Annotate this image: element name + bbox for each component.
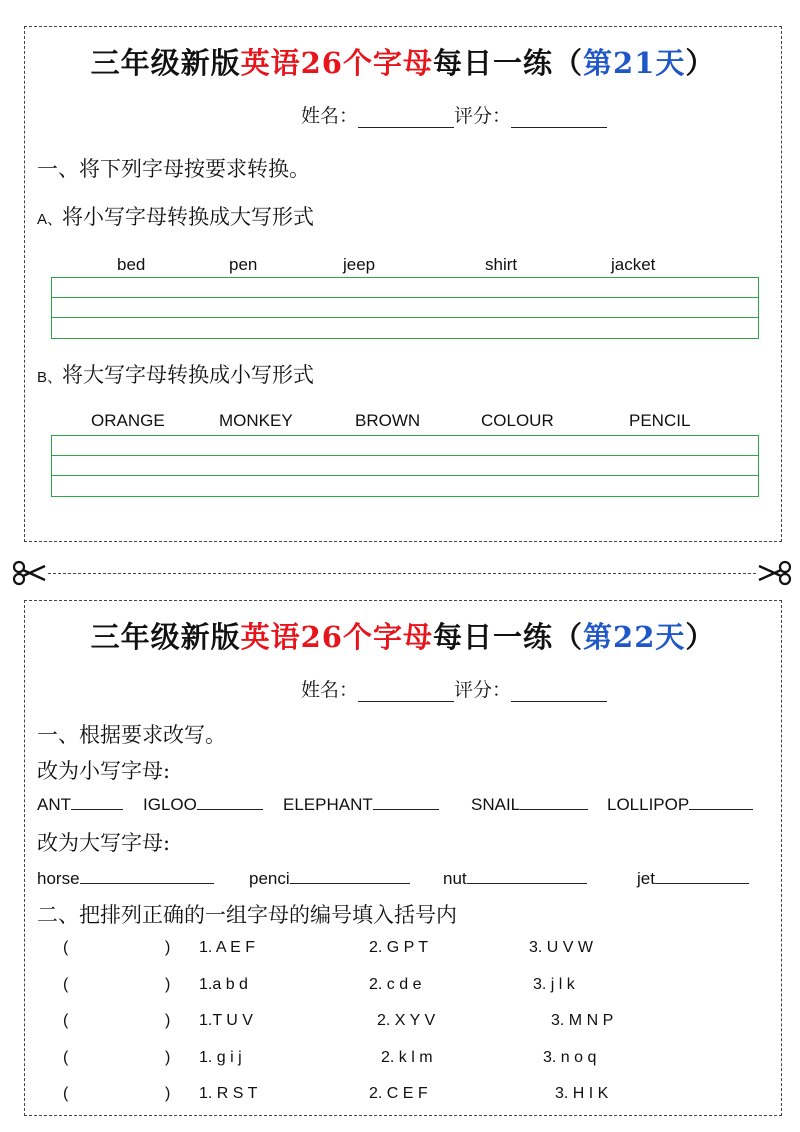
option-3: 3. H I K	[555, 1085, 609, 1102]
scissors-icon	[758, 560, 792, 586]
sheet-title	[25, 615, 781, 656]
part-b-prefix: B、	[37, 369, 63, 386]
title-highlight: 英语26个字母	[240, 46, 433, 80]
score-label: 评分：	[454, 679, 512, 701]
section-heading: 一、根据要求改写。	[37, 723, 226, 747]
part-a-prefix: A、	[37, 211, 63, 228]
option-3: 3. M N P	[551, 1012, 614, 1029]
option-3: 3. j l k	[533, 976, 575, 993]
answer-blank[interactable]	[290, 869, 410, 884]
choice-row	[25, 1012, 783, 1038]
option-3: 3. n o q	[543, 1049, 597, 1066]
answer-bracket-close: )	[165, 939, 171, 956]
word: bed	[117, 255, 146, 274]
title-part: 三年级新版	[90, 46, 241, 80]
choice-row	[25, 1085, 783, 1111]
option-2: 2. k l m	[381, 1049, 433, 1066]
option-3: 3. U V W	[529, 939, 594, 956]
answer-blank[interactable]	[197, 795, 263, 810]
part-a-text: 将小写字母转换成大写形式	[62, 205, 315, 229]
answer-bracket-open[interactable]: (	[63, 1085, 69, 1102]
title-part: 每日一练	[432, 46, 553, 80]
word: COLOUR	[481, 411, 554, 430]
writing-grid-b[interactable]	[51, 435, 759, 497]
word: jeep	[343, 255, 376, 274]
word: jet	[637, 869, 655, 888]
choice-row	[25, 939, 783, 965]
to-lower-label: 改为小写字母:	[37, 759, 171, 783]
answer-blank[interactable]	[689, 795, 753, 810]
word: SNAIL	[471, 795, 521, 814]
word: PENCIL	[629, 411, 691, 430]
section-heading-2: 二、把排列正确的一组字母的编号填入括号内	[37, 903, 457, 927]
score-blank[interactable]	[511, 109, 607, 128]
choice-row	[25, 1049, 783, 1075]
title-paren: ）	[685, 620, 716, 654]
option-2: 2. X Y V	[377, 1012, 436, 1029]
word: LOLLIPOP	[607, 795, 690, 814]
word: pen	[229, 255, 258, 274]
name-score-row	[301, 101, 607, 128]
choice-row	[25, 976, 783, 1002]
word: ORANGE	[91, 411, 165, 430]
answer-blank[interactable]	[467, 869, 587, 884]
part-b-heading	[37, 359, 314, 389]
name-label: 姓名：	[301, 679, 359, 701]
score-label: 评分：	[454, 105, 512, 127]
title-paren: ）	[685, 46, 716, 80]
name-blank[interactable]	[358, 683, 454, 702]
option-1: 1.T U V	[199, 1012, 253, 1029]
answer-bracket-open[interactable]: (	[63, 1049, 69, 1066]
word: MONKEY	[219, 411, 293, 430]
title-paren: （	[553, 620, 584, 654]
word: shirt	[485, 255, 518, 274]
part-a-heading	[37, 201, 314, 231]
word: ELEPHANT	[283, 795, 373, 814]
name-blank[interactable]	[358, 109, 454, 128]
answer-blank[interactable]	[373, 795, 439, 810]
answer-blank[interactable]	[655, 869, 749, 884]
worksheet-day-22	[24, 600, 782, 1116]
answer-bracket-open[interactable]: (	[63, 976, 69, 993]
writing-grid-a[interactable]	[51, 277, 759, 339]
answer-bracket-close: )	[165, 1049, 171, 1066]
answer-bracket-close: )	[165, 1012, 171, 1029]
score-blank[interactable]	[511, 683, 607, 702]
option-2: 2. G P T	[369, 939, 428, 956]
day-label: 第21天	[583, 46, 686, 80]
cut-line	[12, 560, 792, 586]
name-label: 姓名：	[301, 105, 359, 127]
word: BROWN	[355, 411, 421, 430]
word: horse	[37, 869, 80, 888]
answer-bracket-open[interactable]: (	[63, 939, 69, 956]
title-part: 每日一练	[432, 620, 553, 654]
part-b-text: 将大写字母转换成小写形式	[62, 363, 315, 387]
title-paren: （	[553, 46, 584, 80]
title-highlight: 英语26个字母	[240, 620, 433, 654]
answer-bracket-close: )	[165, 1085, 171, 1102]
worksheet-day-21	[24, 26, 782, 542]
answer-blank[interactable]	[520, 795, 588, 810]
word: ANT	[37, 795, 71, 814]
answer-bracket-close: )	[165, 976, 171, 993]
word: IGLOO	[143, 795, 197, 814]
name-score-row	[301, 675, 607, 702]
section-heading: 一、将下列字母按要求转换。	[37, 157, 310, 181]
option-2: 2. C E F	[369, 1085, 428, 1102]
day-label: 第22天	[583, 620, 686, 654]
sheet-title	[25, 41, 781, 82]
answer-blank[interactable]	[71, 795, 123, 810]
option-1: 1. R S T	[199, 1085, 258, 1102]
word: nut	[443, 869, 467, 888]
word: jacket	[611, 255, 656, 274]
scissors-icon	[12, 560, 46, 586]
answer-bracket-open[interactable]: (	[63, 1012, 69, 1029]
option-1: 1. A E F	[199, 939, 256, 956]
to-upper-label: 改为大写字母:	[37, 831, 171, 855]
option-2: 2. c d e	[369, 976, 422, 993]
word: penci	[249, 869, 290, 888]
answer-blank[interactable]	[80, 869, 214, 884]
option-1: 1. g i j	[199, 1049, 242, 1066]
option-1: 1.a b d	[199, 976, 248, 993]
title-part: 三年级新版	[90, 620, 241, 654]
